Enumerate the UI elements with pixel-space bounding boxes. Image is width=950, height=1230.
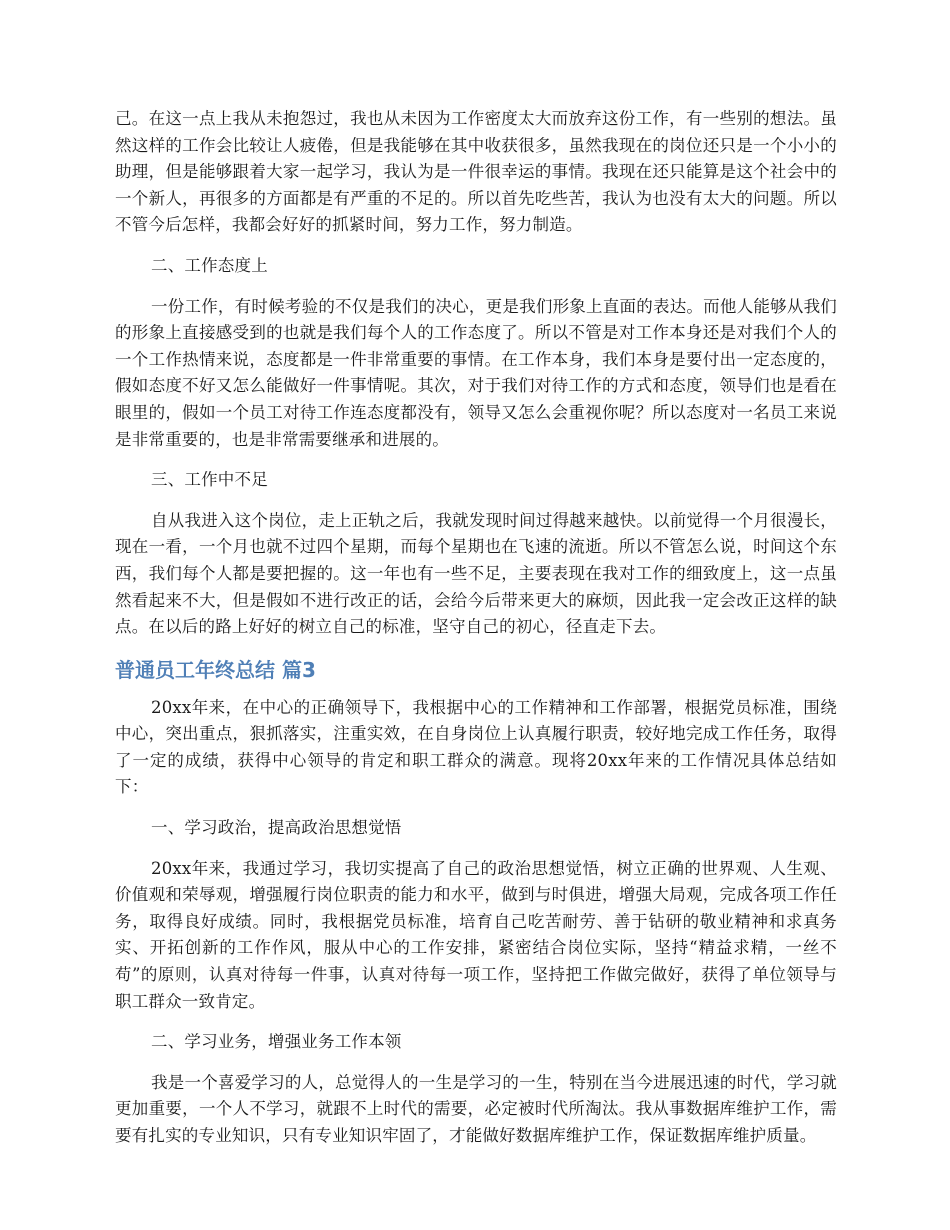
section-heading-politics: 一、学习政治，提高政治思想觉悟 xyxy=(151,818,402,838)
section-heading-business: 二、学习业务，增强业务工作本领 xyxy=(151,1032,402,1052)
paragraph-politics: 20xx年来，我通过学习，我切实提高了自己的政治思想觉悟，树立正确的世界观、人生观、价值观和荣辱观，增强履行岗位职责的能力和水平，做到与时俱进，增强大局观，完成各项工作任务，取得良好成绩。同时，我根据党员标准，培育自己吃苦耐劳、善于钻研的敬业精神和求真务实、开拓创新的工作作风，服从中心的工作安排，紧密结合岗位实际，坚持“精益求精，一丝不苟”的原则，认真对待每一件事，认真对待每一项工作，坚持把工作做完做好，获得了单位领导与职工群众一致肯定。 xyxy=(115,858,837,1011)
paragraph-shortcomings: 自从我进入这个岗位，走上正轨之后，我就发现时间过得越来越快。以前觉得一个月很漫长，现在一看，一个月也就不过四个星期，而每个星期也在飞速的流逝。所以不管怎么说，时间这个东西，我们每个人都是要把握的。这一年也有一些不足，主要表现在我对工作的细致度上，这一点虽然看起来不大，但是假如不进行改正的话，会给今后带来更大的麻烦，因此我一定会改正这样的缺点。在以后的路上好好的树立自己的标准，坚守自己的初心，径直走下去。 xyxy=(115,510,837,637)
document-page xyxy=(115,106,837,1150)
paragraph-work-attitude: 一份工作，有时候考验的不仅是我们的决心，更是我们形象上直面的表达。而他人能够从我们的形象上直接感受到的也就是我们每个人的工作态度了。所以不管是对工作本身还是对我们个人的一个工作热情来说，态度都是一件非常重要的事情。在工作本身，我们本身是要付出一定态度的，假如态度不好又怎么能做好一件事情呢。其次，对于我们对待工作的方式和态度，领导们也是看在眼里的，假如一个员工对待工作连态度都没有，领导又怎么会重视你呢？所以态度对一名员工来说是非常重要的，也是非常需要继承和进展的。 xyxy=(115,296,837,449)
section-heading-shortcomings: 三、工作中不足 xyxy=(151,470,268,490)
paragraph-intro: 20xx年来，在中心的正确领导下，我根据中心的工作精神和工作部署，根据党员标准，围绕中心，突出重点，狠抓落实，注重实效，在自身岗位上认真履行职责，较好地完成工作任务，取得了一定的成绩，获得中心领导的肯定和职工群众的满意。现将20xx年来的工作情况具体总结如下： xyxy=(115,697,837,797)
article-heading: 普通员工年终总结 篇3 xyxy=(115,657,316,682)
section-heading-work-attitude: 二、工作态度上 xyxy=(151,255,268,275)
paragraph-business: 我是一个喜爱学习的人，总觉得人的一生是学习的一生，特别在当今进展迅速的时代，学习就更加重要，一个人不学习，就跟不上时代的需要，必定被时代所淘汰。我从事数据库维护工作，需要有扎实的专业知识，只有专业知识牢固了，才能做好数据库维护工作，保证数据库维护质量。 xyxy=(115,1072,837,1145)
paragraph-continuation: 己。在这一点上我从未抱怨过，我也从未因为工作密度太大而放弃这份工作，有一些别的想法。虽然这样的工作会比较让人疲倦，但是我能够在其中收获很多，虽然我现在的岗位还只是一个小小的助理，但是能够跟着大家一起学习，我认为是一件很幸运的事情。我现在还只能算是这个社会中的一个新人，再很多的方面都是有严重的不足的。所以首先吃些苦，我认为也没有太大的问题。所以不管今后怎样，我都会好好的抓紧时间，努力工作，努力制造。 xyxy=(115,109,837,235)
